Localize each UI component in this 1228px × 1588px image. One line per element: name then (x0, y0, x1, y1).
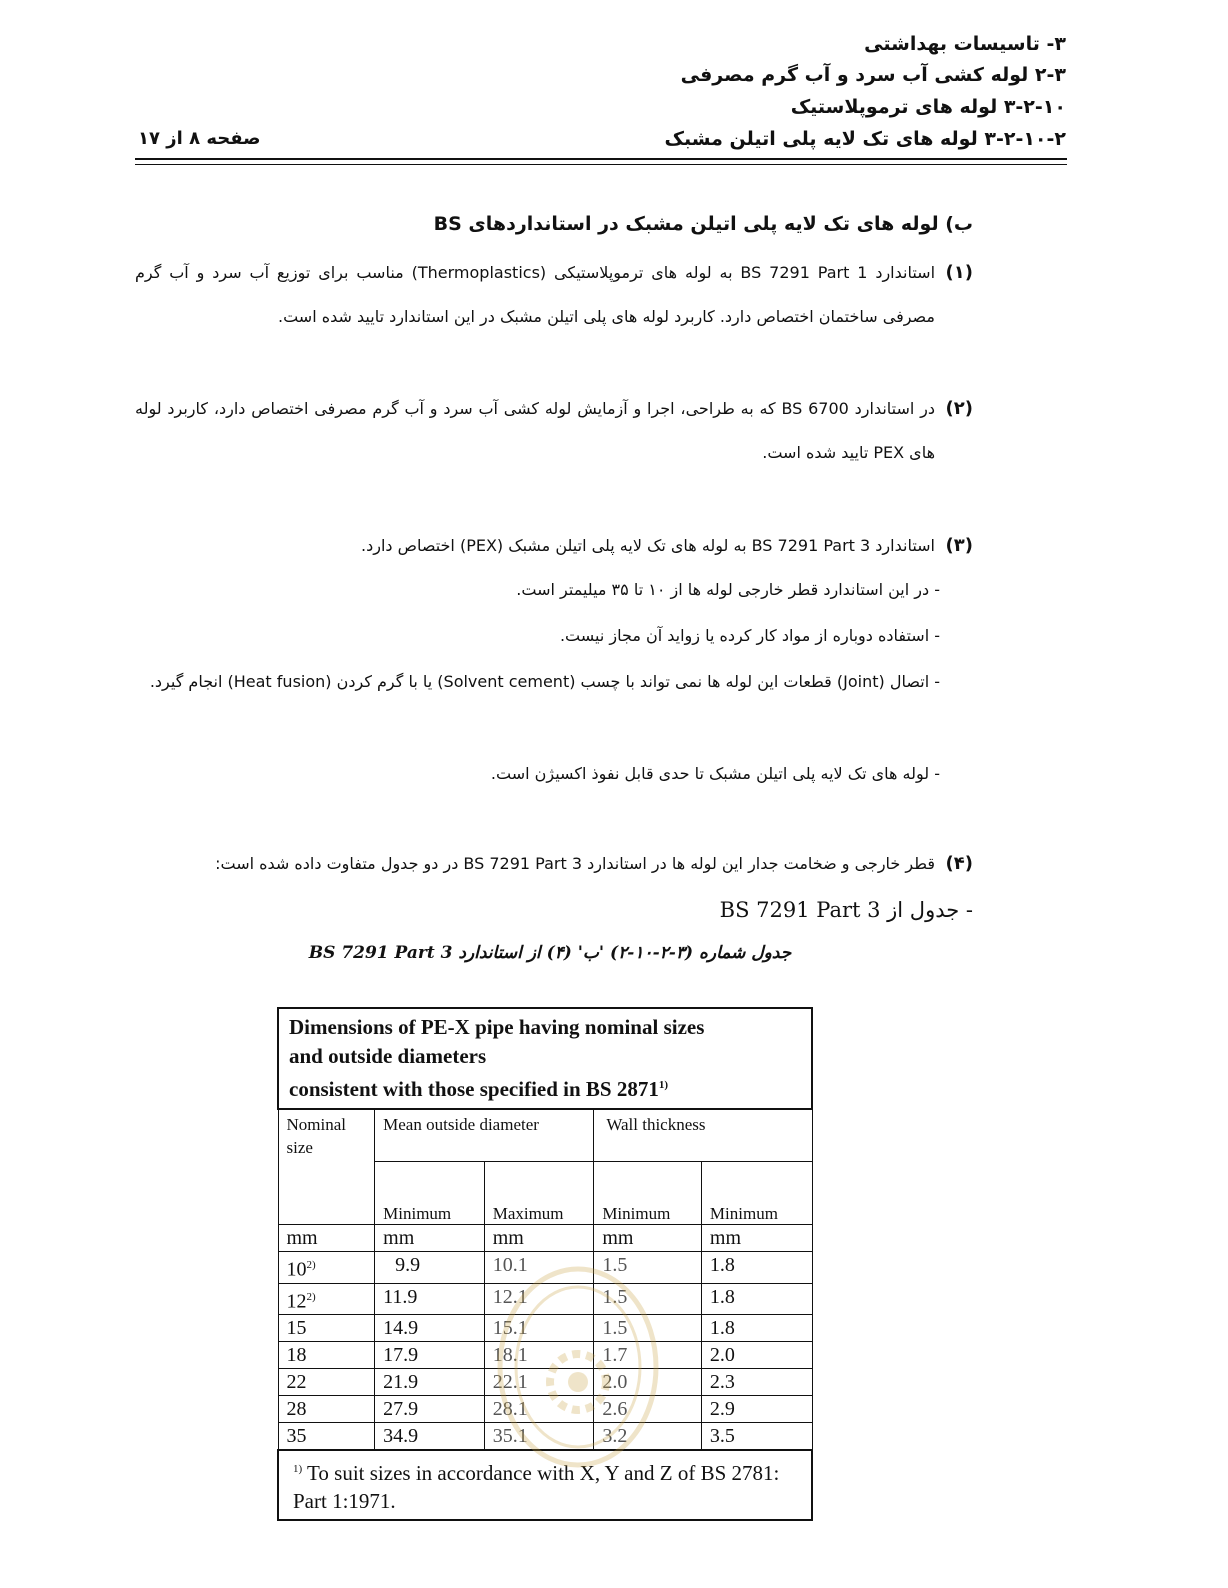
table-footnote-text: To suit sizes in accordance with X, Y and Z of BS 2781: Part 1:1971. (293, 1461, 780, 1514)
table-title (278, 1008, 812, 1109)
max-od-cell: 18.1 (484, 1342, 594, 1369)
subheader-minimum-wall: Minimum (594, 1162, 702, 1225)
subheader-maximum-od: Maximum (484, 1162, 594, 1225)
table-title-footnote-mark: 1) (658, 1079, 669, 1091)
table-row (278, 1423, 812, 1451)
bullet-item-4: - لوله های تک لایه پلی اتیلن مشبک تا حدی قابل نفوذ اکسیژن است. (490, 764, 940, 783)
header-subsection-title: ۲-۳ لوله کشی آب سرد و آب گرم مصرفی (680, 64, 1066, 86)
col-header-nominal-size: Nominal size (278, 1109, 375, 1225)
nominal-size-value: 10 (286, 1258, 307, 1281)
unit-cell: mm (484, 1225, 594, 1252)
wall-second-cell: 1.8 (701, 1315, 812, 1342)
subheader-minimum-od: Minimum (375, 1162, 485, 1225)
nominal-size-cell: 22 (278, 1369, 375, 1396)
unit-cell: mm (594, 1225, 702, 1252)
page-number: صفحه ۸ از ۱۷ (138, 128, 261, 149)
nominal-size-value: 12 (286, 1290, 307, 1313)
max-od-cell: 22.1 (484, 1369, 594, 1396)
subheader-minimum-wall-2: Minimum (701, 1162, 812, 1225)
table-caption: جدول شماره (۳-۲-۱۰-۲) 'ب' (۴) از استاندارد BS 7291 Part 3 (308, 943, 792, 963)
table-units-row (278, 1225, 812, 1252)
min-od-cell: 17.9 (375, 1342, 485, 1369)
paragraph-4 (135, 842, 973, 886)
header-topic-title: ۳-۲-۱۰-۲ لوله های تک لایه پلی اتیلن مشبک (664, 128, 1066, 150)
min-od-cell: 11.9 (375, 1283, 485, 1315)
header-section-title: ۳- تاسیسات بهداشتی (864, 33, 1066, 55)
table-header-row (278, 1109, 812, 1162)
wall-min-cell: 2.6 (594, 1396, 702, 1423)
max-od-cell: 12.1 (484, 1283, 594, 1315)
unit-cell: mm (701, 1225, 812, 1252)
wall-second-cell: 1.8 (701, 1252, 812, 1284)
bullet-item-2: - استفاده دوباره از مواد کار کرده یا زواید آن مجاز نیست. (559, 626, 940, 645)
nominal-size-footnote-mark: 2) (306, 1290, 316, 1303)
table-row (278, 1283, 812, 1315)
nominal-size-cell: 18 (278, 1342, 375, 1369)
wall-min-cell: 3.2 (594, 1423, 702, 1451)
paragraph-2-text: در استاندارد BS 6700 که به طراحی، اجرا و آزمایش لوله کشی آب سرد و آب گرم مصرفی اختصاص دارد، کاربرد لوله های PEX تایید شده است. (135, 399, 936, 462)
paragraph-3-text: استاندارد BS 7291 Part 3 به لوله های تک لایه پلی اتیلن مشبک (PEX) اختصاص دارد. (361, 536, 935, 555)
header-divider-thin (135, 164, 1067, 165)
paragraph-2 (135, 387, 973, 475)
table-footnote-row (278, 1450, 812, 1520)
max-od-cell: 10.1 (484, 1252, 594, 1284)
header-divider (135, 158, 1067, 160)
max-od-cell: 35.1 (484, 1423, 594, 1451)
bullet-item-3: - اتصال (Joint) قطعات این لوله ها نمی تواند با چسب (Solvent cement) یا با گرم کردن (Heat fusion) انجام گیرد. (149, 672, 940, 691)
wall-second-cell: 1.8 (701, 1283, 812, 1315)
nominal-size-cell: 28 (278, 1396, 375, 1423)
paragraph-3 (135, 524, 973, 568)
min-od-cell: 9.9 (375, 1252, 485, 1284)
header-subsubsection-title: ۳-۲-۱۰ لوله های ترموپلاستیک (790, 96, 1066, 118)
min-od-cell: 27.9 (375, 1396, 485, 1423)
table-row (278, 1252, 812, 1284)
col-header-wall-thickness: Wall thickness (594, 1109, 812, 1162)
table-title-line-3: consistent with those specified in BS 2871 (289, 1077, 659, 1101)
table-row (278, 1342, 812, 1369)
table-footnote (278, 1450, 812, 1520)
wall-min-cell: 1.5 (594, 1252, 702, 1284)
nominal-size-cell (278, 1252, 375, 1284)
bullet-item-1: - در این استاندارد قطر خارجی لوله ها از ۱۰ تا ۳۵ میلیمتر است. (516, 580, 940, 599)
table-title-line-1: Dimensions of PE-X pipe having nominal sizes (289, 1015, 705, 1039)
unit-cell: mm (375, 1225, 485, 1252)
wall-second-cell: 2.9 (701, 1396, 812, 1423)
paragraph-4-text: قطر خارجی و ضخامت جدار این لوله ها در استاندارد BS 7291 Part 3 در دو جدول متفاوت داده شده است: (215, 854, 935, 873)
nominal-size-cell: 35 (278, 1423, 375, 1451)
pex-dimensions-table (277, 1007, 813, 1521)
nominal-size-footnote-mark: 2) (306, 1259, 316, 1271)
max-od-cell: 15.1 (484, 1315, 594, 1342)
wall-second-cell: 2.3 (701, 1369, 812, 1396)
wall-min-cell: 1.5 (594, 1283, 702, 1315)
table-row (278, 1396, 812, 1423)
nominal-size-cell: 15 (278, 1315, 375, 1342)
nominal-size-cell (278, 1283, 375, 1315)
item-number-1: (۱) (945, 262, 973, 283)
wall-second-cell: 3.5 (701, 1423, 812, 1451)
section-heading: ب) لوله های تک لایه پلی اتیلن مشبک در استانداردهای BS (433, 213, 973, 235)
wall-second-cell: 2.0 (701, 1342, 812, 1369)
item-number-3: (۳) (945, 535, 973, 556)
min-od-cell: 21.9 (375, 1369, 485, 1396)
min-od-cell: 34.9 (375, 1423, 485, 1451)
min-od-cell: 14.9 (375, 1315, 485, 1342)
table-reference: - جدول از BS 7291 Part 3 (719, 898, 973, 922)
item-number-4: (۴) (945, 853, 973, 874)
paragraph-1-text: استاندارد BS 7291 Part 1 به لوله های ترموپلاستیکی (Thermoplastics) مناسب برای توزیع آب سرد و آب گرم مصرفی ساختمان اختصاص دارد. کاربرد لوله های پلی اتیلن مشبک در این استاندارد تایید شده است. (135, 263, 936, 326)
table-footnote-mark: 1) (293, 1463, 303, 1476)
table-row (278, 1369, 812, 1396)
wall-min-cell: 1.5 (594, 1315, 702, 1342)
col-header-mean-outside-diameter: Mean outside diameter (375, 1109, 594, 1162)
item-number-2: (۲) (945, 398, 973, 419)
table-title-line-2: and outside diameters (289, 1044, 487, 1068)
wall-min-cell: 1.7 (594, 1342, 702, 1369)
paragraph-1 (135, 251, 973, 339)
table-title-row (278, 1008, 812, 1109)
unit-cell: mm (278, 1225, 375, 1252)
max-od-cell: 28.1 (484, 1396, 594, 1423)
wall-min-cell: 2.0 (594, 1369, 702, 1396)
table-row (278, 1315, 812, 1342)
